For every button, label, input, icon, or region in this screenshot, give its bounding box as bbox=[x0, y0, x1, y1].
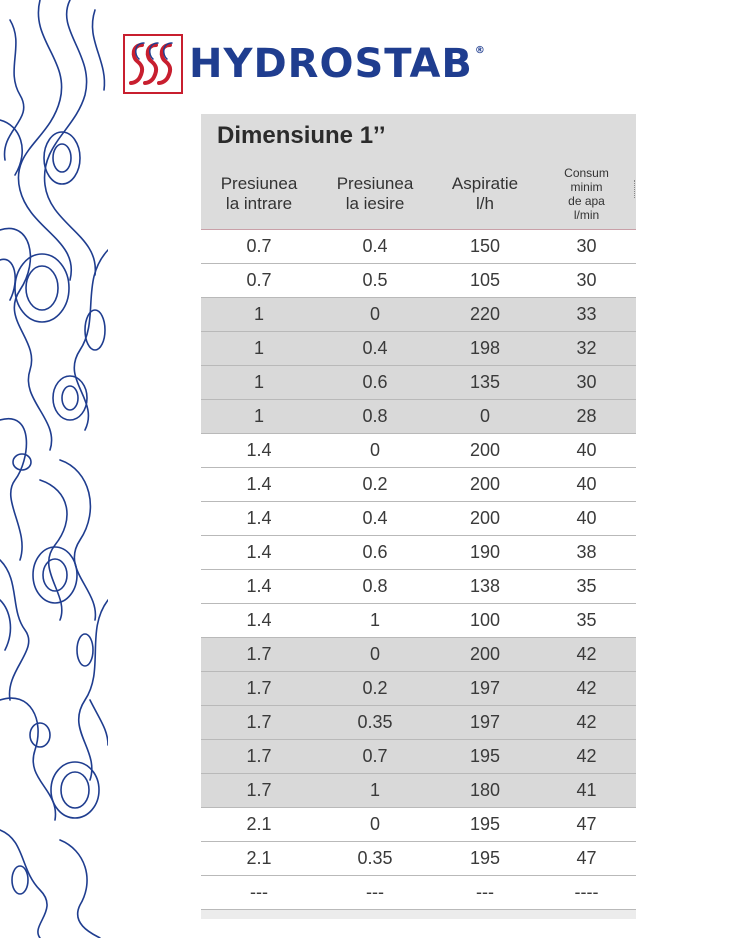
table-cell: 1.4 bbox=[246, 610, 272, 630]
table-cell: 195 bbox=[469, 746, 501, 766]
table-cell: 0 bbox=[369, 644, 380, 664]
table-cell: 40 bbox=[576, 508, 597, 528]
table-cell: 0.4 bbox=[362, 338, 388, 358]
header-line: l/min bbox=[573, 207, 600, 222]
table-cell: --- bbox=[250, 882, 268, 902]
table-cell: 0.4 bbox=[362, 236, 388, 256]
table-cell: 0.2 bbox=[362, 474, 388, 494]
table-cell: 1.4 bbox=[246, 542, 272, 562]
table-cell: 1 bbox=[369, 610, 380, 630]
table-cell: 42 bbox=[576, 678, 597, 698]
table-cell: 1.4 bbox=[246, 474, 272, 494]
header-edge-mark bbox=[634, 180, 638, 198]
table-cell: 28 bbox=[576, 406, 597, 426]
brand-wordmark bbox=[189, 41, 486, 87]
table-cell: 195 bbox=[469, 814, 501, 834]
table-footer-bar bbox=[201, 910, 636, 919]
table-cell: 220 bbox=[469, 304, 501, 324]
header-suction bbox=[433, 158, 537, 229]
header-line: Presiunea bbox=[336, 173, 414, 193]
table-cell: 1.7 bbox=[246, 678, 272, 698]
table-cell: 0.4 bbox=[362, 508, 388, 528]
table-cell: 1 bbox=[369, 780, 380, 800]
table-row bbox=[201, 638, 636, 672]
table-cell: 0.7 bbox=[362, 746, 388, 766]
header-line: Presiunea bbox=[220, 173, 298, 193]
table-cell: 0.7 bbox=[246, 236, 272, 256]
table-row bbox=[201, 264, 636, 298]
table-cell: 200 bbox=[469, 508, 501, 528]
table-cell: 1 bbox=[253, 406, 264, 426]
table-cell: 30 bbox=[576, 270, 597, 290]
table-cell: 0.6 bbox=[362, 372, 388, 392]
table-cell: 30 bbox=[576, 372, 597, 392]
table-cell: 42 bbox=[576, 746, 597, 766]
header-line: la intrare bbox=[225, 193, 293, 213]
table-cell: 1 bbox=[253, 338, 264, 358]
table-header-row bbox=[201, 158, 636, 230]
registered-mark: ® bbox=[474, 45, 486, 56]
table-row bbox=[201, 434, 636, 468]
header-line: minim bbox=[570, 179, 603, 194]
table-cell: 0.6 bbox=[362, 542, 388, 562]
logo-mark bbox=[123, 34, 183, 94]
table-row bbox=[201, 298, 636, 332]
table-cell: 0 bbox=[369, 814, 380, 834]
topographic-pattern bbox=[0, 0, 108, 938]
table-cell: --- bbox=[366, 882, 384, 902]
table-cell: 0 bbox=[479, 406, 490, 426]
table-row bbox=[201, 400, 636, 434]
table-cell: 0.5 bbox=[362, 270, 388, 290]
table-cell: 35 bbox=[576, 576, 597, 596]
table-row bbox=[201, 570, 636, 604]
table-cell: 42 bbox=[576, 712, 597, 732]
header-line: l/h bbox=[476, 193, 494, 213]
table-row bbox=[201, 604, 636, 638]
table-title: Dimensiune 1’’ bbox=[217, 122, 386, 149]
table-cell: 47 bbox=[576, 848, 597, 868]
table-cell: 1.4 bbox=[246, 508, 272, 528]
table-row bbox=[201, 876, 636, 910]
table-cell: 30 bbox=[576, 236, 597, 256]
table-cell: 41 bbox=[576, 780, 597, 800]
table-cell: 38 bbox=[576, 542, 597, 562]
table-row bbox=[201, 332, 636, 366]
brand-name: HYDROSTAB bbox=[189, 41, 473, 87]
table-row bbox=[201, 774, 636, 808]
table-cell: 105 bbox=[469, 270, 501, 290]
table-cell: 198 bbox=[469, 338, 501, 358]
table-cell: 1.4 bbox=[246, 576, 272, 596]
table-row bbox=[201, 672, 636, 706]
table-cell: 190 bbox=[469, 542, 501, 562]
table-cell: 0.35 bbox=[357, 848, 393, 868]
table-row bbox=[201, 808, 636, 842]
table-cell: 1.7 bbox=[246, 746, 272, 766]
table-cell: 40 bbox=[576, 474, 597, 494]
table-cell: 42 bbox=[576, 644, 597, 664]
table-body bbox=[201, 230, 636, 910]
table-cell: 33 bbox=[576, 304, 597, 324]
table-cell: 100 bbox=[469, 610, 501, 630]
table-cell: ---- bbox=[574, 882, 599, 902]
table-cell: 197 bbox=[469, 678, 501, 698]
table-cell: 135 bbox=[469, 372, 501, 392]
table-cell: 0 bbox=[369, 304, 380, 324]
table-cell: 200 bbox=[469, 440, 501, 460]
header-min-water-consumption bbox=[537, 158, 636, 229]
table-cell: 1 bbox=[253, 304, 264, 324]
table-row bbox=[201, 230, 636, 264]
table-cell: 40 bbox=[576, 440, 597, 460]
table-cell: 138 bbox=[469, 576, 501, 596]
header-line: la iesire bbox=[345, 193, 405, 213]
header-inlet-pressure bbox=[201, 158, 317, 229]
table-row bbox=[201, 366, 636, 400]
table-cell: 2.1 bbox=[246, 848, 272, 868]
header-outlet-pressure bbox=[317, 158, 433, 229]
table-cell: 35 bbox=[576, 610, 597, 630]
header-line: Aspiratie bbox=[451, 173, 519, 193]
table-cell: 197 bbox=[469, 712, 501, 732]
table-row bbox=[201, 706, 636, 740]
table-cell: 0.8 bbox=[362, 406, 388, 426]
table-row bbox=[201, 502, 636, 536]
table-row bbox=[201, 536, 636, 570]
sss-logo-icon bbox=[128, 39, 178, 89]
header-line: de apa bbox=[568, 193, 605, 208]
table-row bbox=[201, 740, 636, 774]
table-cell: 180 bbox=[469, 780, 501, 800]
table-cell: 1.4 bbox=[246, 440, 272, 460]
table-cell: 0 bbox=[369, 440, 380, 460]
table-row bbox=[201, 468, 636, 502]
header-line: Consum bbox=[564, 165, 609, 180]
table-cell: 2.1 bbox=[246, 814, 272, 834]
table-cell: 32 bbox=[576, 338, 597, 358]
table-cell: 195 bbox=[469, 848, 501, 868]
table-cell: 1.7 bbox=[246, 712, 272, 732]
table-title-bar bbox=[201, 114, 636, 158]
table-cell: 200 bbox=[469, 474, 501, 494]
table-cell: 0.2 bbox=[362, 678, 388, 698]
spec-table bbox=[201, 114, 636, 919]
table-cell: 1.7 bbox=[246, 644, 272, 664]
table-cell: 0.7 bbox=[246, 270, 272, 290]
table-cell: 1.7 bbox=[246, 780, 272, 800]
table-cell: --- bbox=[476, 882, 494, 902]
table-cell: 0.8 bbox=[362, 576, 388, 596]
table-row bbox=[201, 842, 636, 876]
table-cell: 0.35 bbox=[357, 712, 393, 732]
table-cell: 150 bbox=[469, 236, 501, 256]
table-cell: 47 bbox=[576, 814, 597, 834]
contour-lines-icon bbox=[0, 0, 108, 938]
brand-logo bbox=[123, 32, 486, 96]
table-cell: 200 bbox=[469, 644, 501, 664]
table-cell: 1 bbox=[253, 372, 264, 392]
